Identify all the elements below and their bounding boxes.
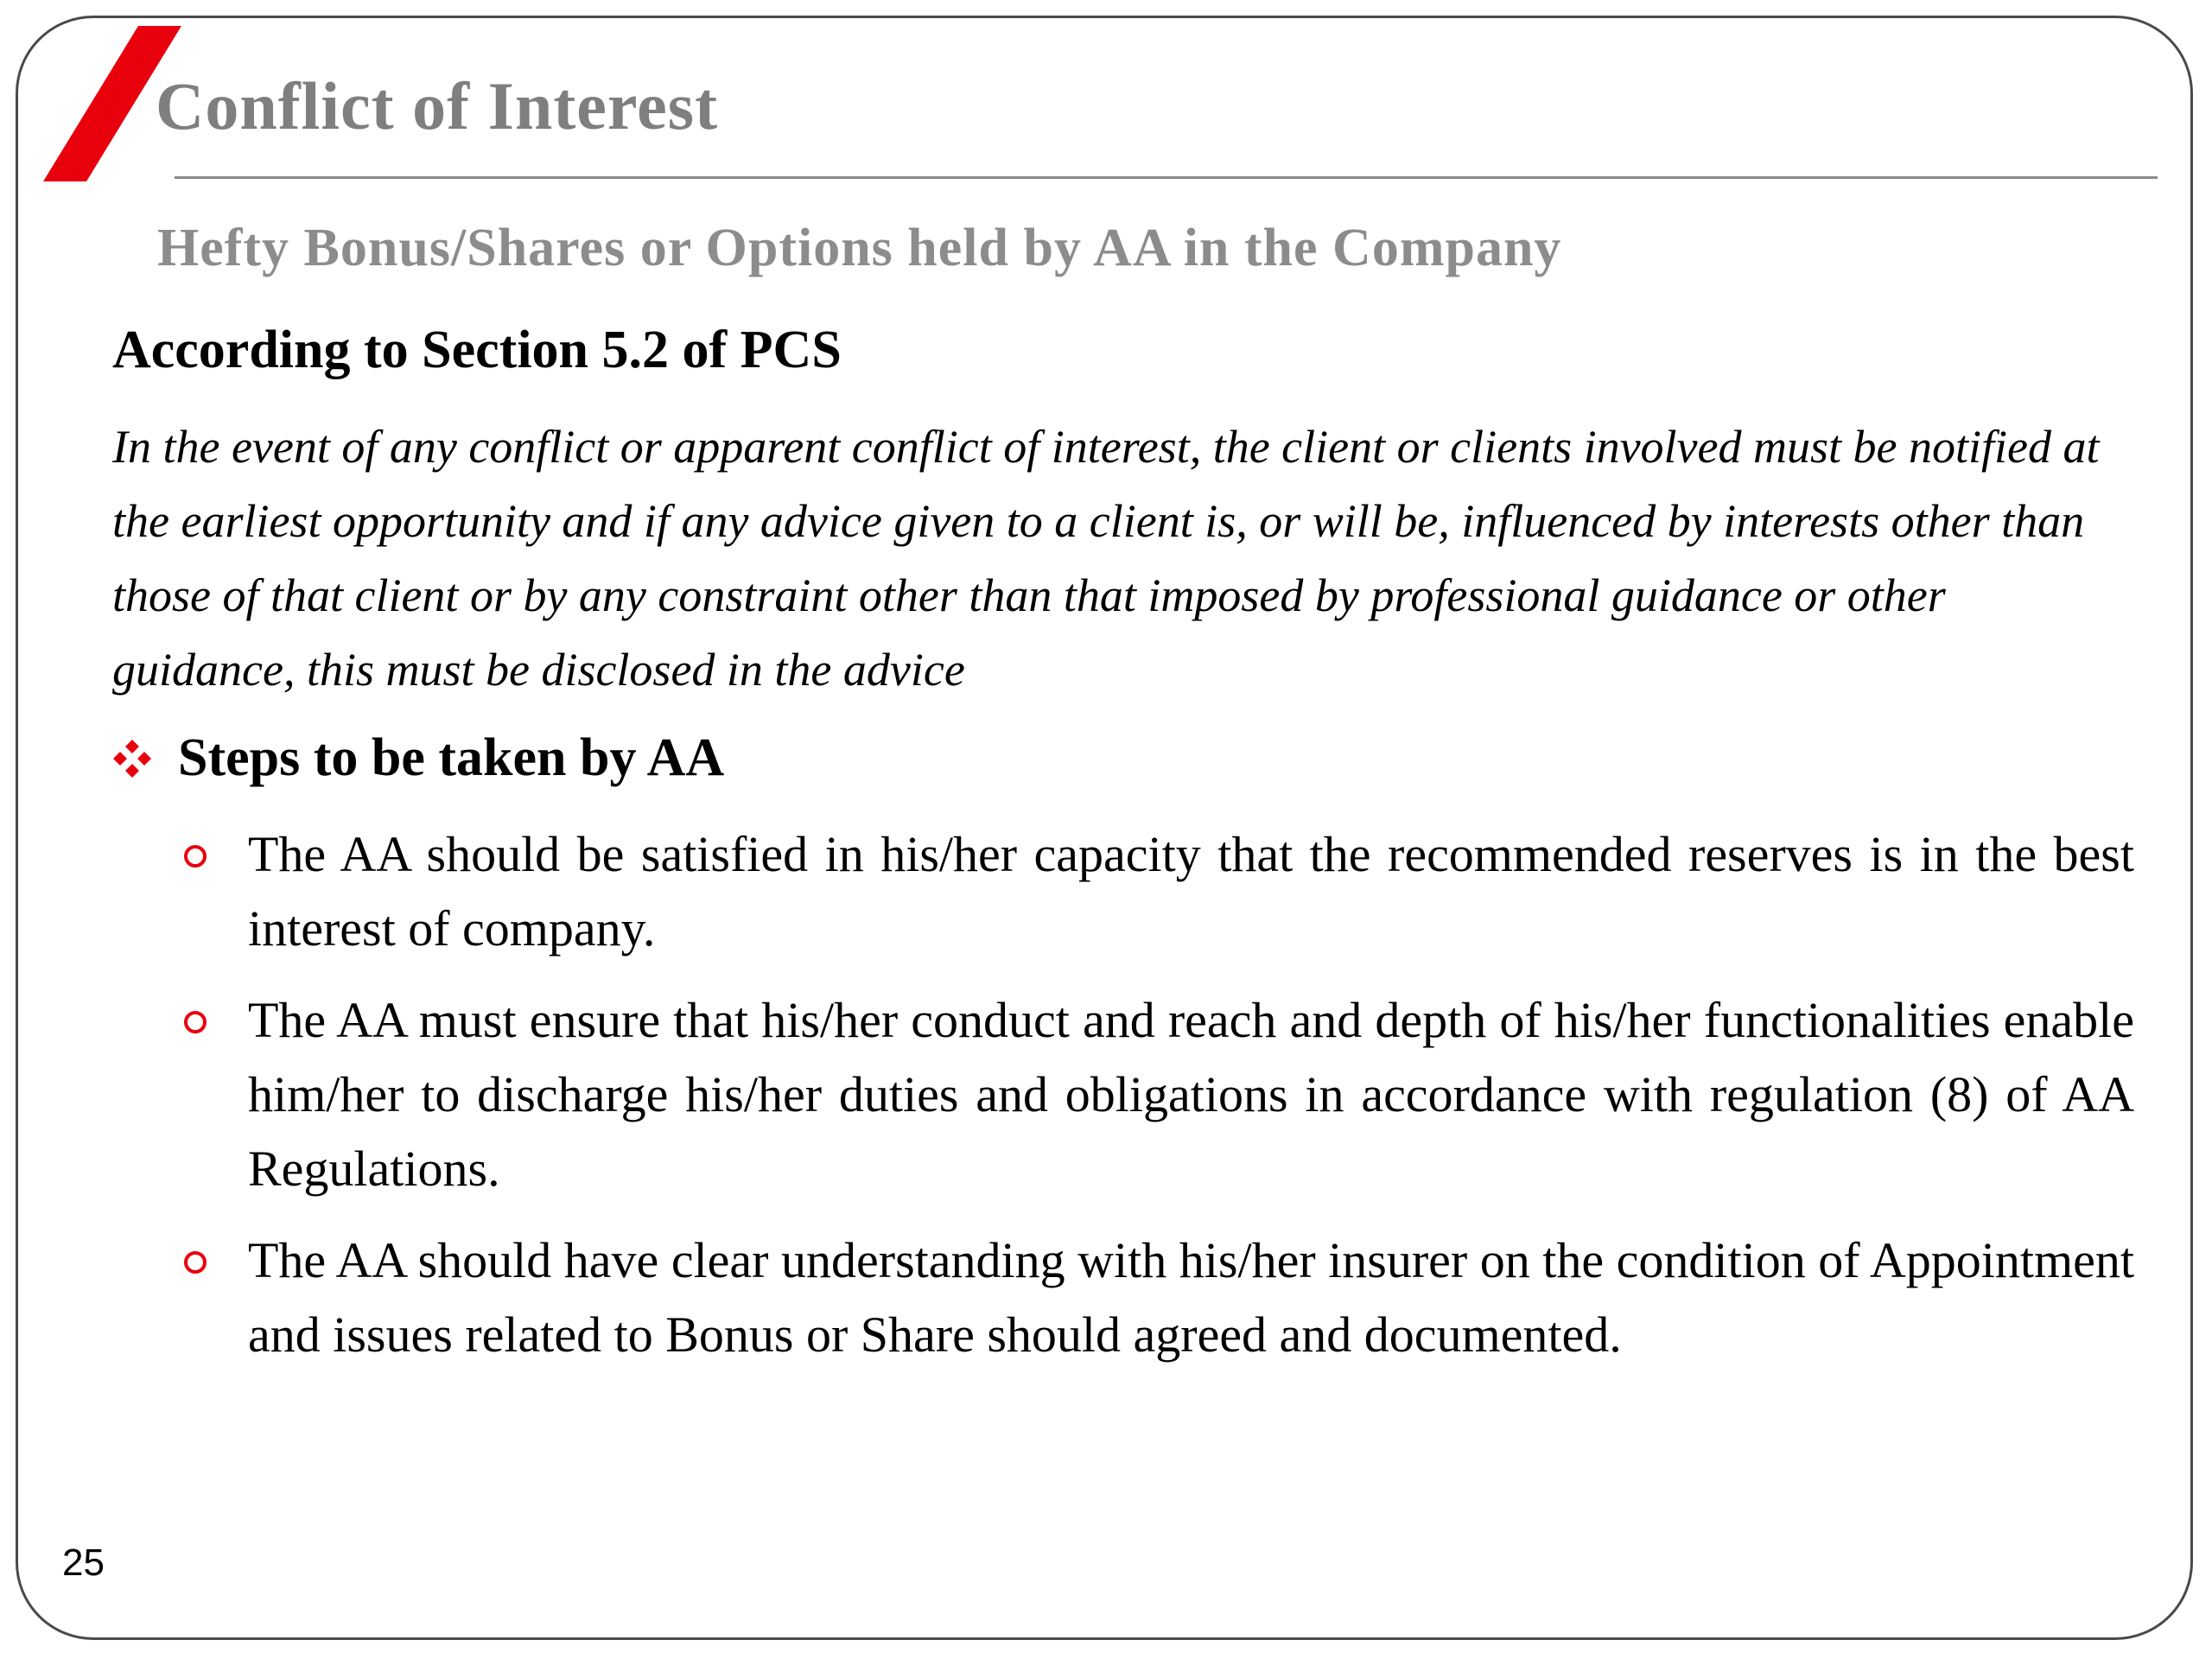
list-item-text: The AA must ensure that his/her conduct and reach and depth of his/her functionalities enable him/her to discharge his/her duties and obligations in accordance with regulation (8) of AA Regulations. — [248, 992, 2134, 1197]
title-divider — [175, 176, 2158, 179]
steps-list — [177, 817, 2134, 1389]
steps-heading — [112, 728, 724, 789]
page-number: 25 — [62, 1541, 105, 1584]
ring-bullet-icon — [184, 1011, 207, 1033]
ring-bullet-icon — [184, 1251, 207, 1274]
steps-heading-label: Steps to be taken by AA — [178, 728, 725, 787]
list-item-text: The AA should have clear understanding with his/her insurer on the condition of Appointment and issues related to Bonus or Share should agreed and documented. — [248, 1232, 2134, 1363]
list-item — [177, 983, 2134, 1206]
list-item-text: The AA should be satisfied in his/her capacity that the recommended reserves is in the best interest of company. — [248, 826, 2134, 957]
slide-subtitle: Hefty Bonus/Shares or Options held by AA in the Company — [157, 219, 1562, 277]
ring-bullet-icon — [184, 845, 207, 868]
slide-title: Conflict of Interest — [156, 68, 719, 143]
list-item — [177, 817, 2134, 966]
diamond-bullet-icon — [112, 739, 152, 779]
quote-paragraph: In the event of any conflict or apparent conflict of interest, the client or clients involved must be notified at the earliest opportunity and if any advice given to a client is, or will be, influenced by interests other than those of that client or by any constraint other than that imposed by professional guidance or other guidance, this must be disclosed in the advice — [112, 421, 2100, 696]
section-heading: According to Section 5.2 of PCS — [112, 321, 842, 379]
list-item — [177, 1224, 2134, 1372]
